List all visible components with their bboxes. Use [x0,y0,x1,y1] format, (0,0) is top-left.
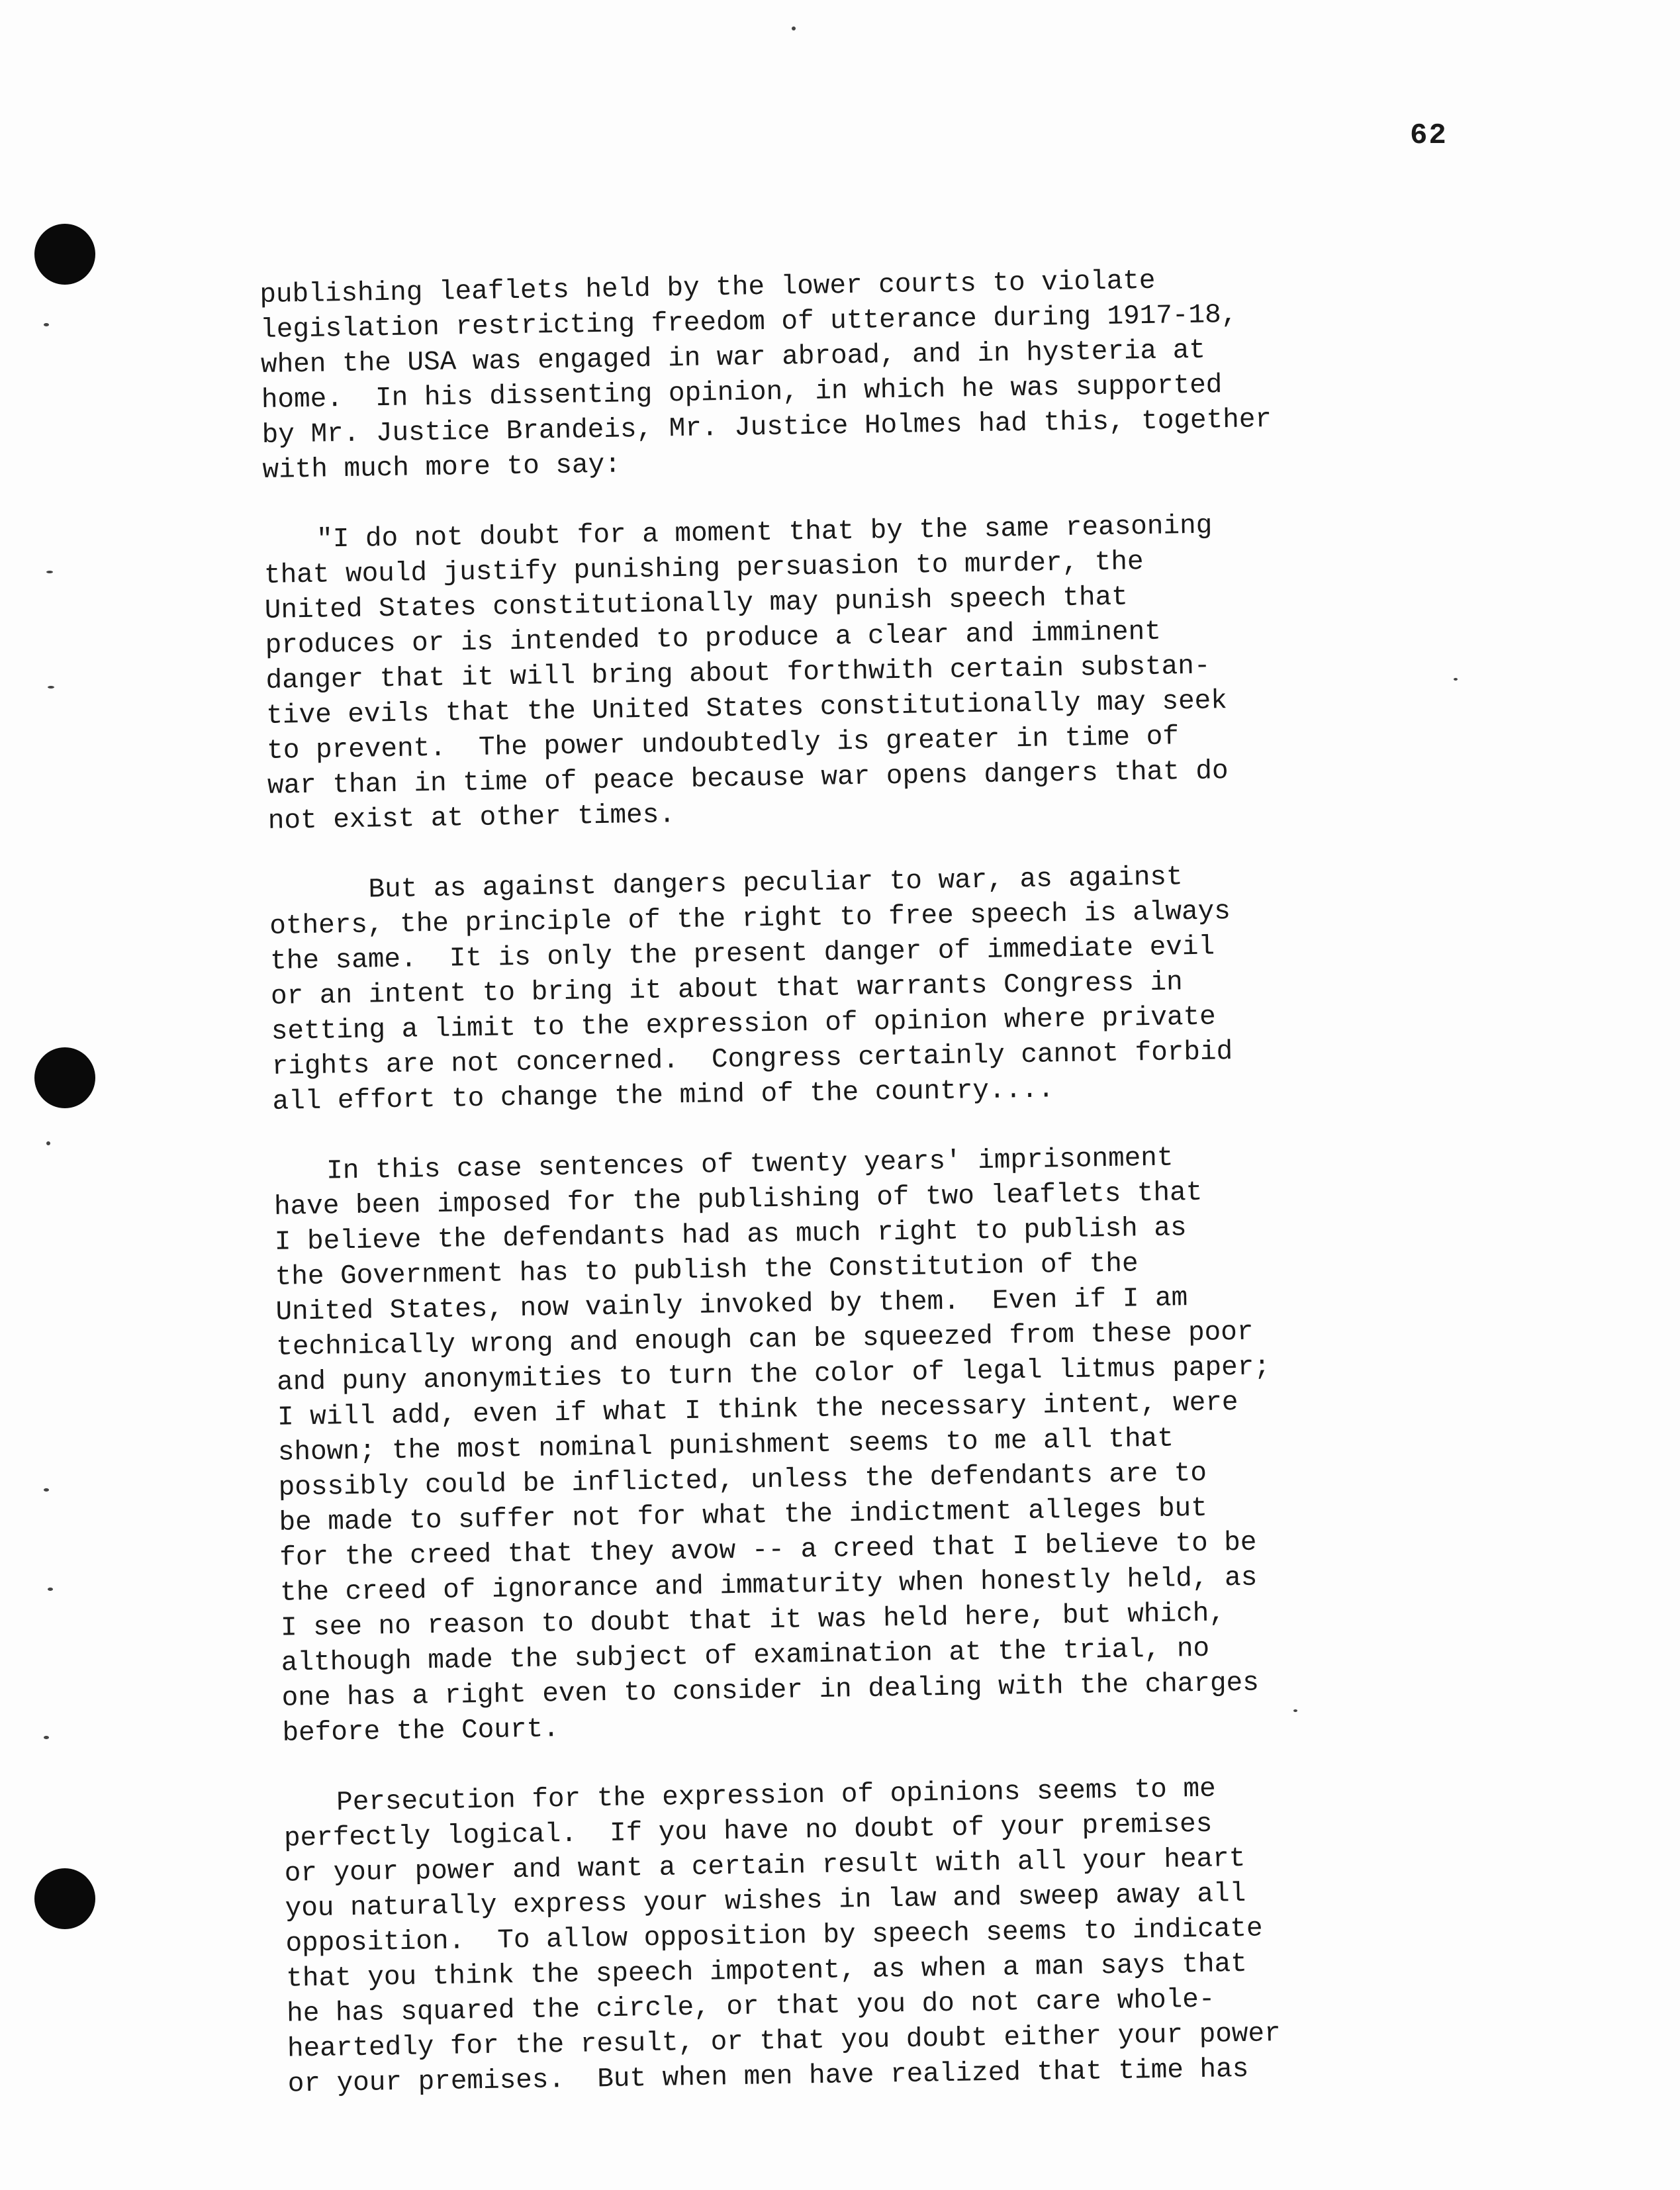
text-line: when the USA was engaged in war abroad, and in hysteria at [260,335,1206,381]
text-line: not exist at other times. [267,800,676,837]
text-line: you naturally express your wishes in law and sweep away all [285,1878,1246,1925]
scan-speck [44,1736,49,1739]
paragraph-quote-4 [283,1770,1347,2103]
text-line: all effort to change the mind of the country.... [272,1074,1054,1118]
text-line: publishing leaflets held by the lower courts to violate [259,265,1156,310]
text-line: one has a right even to consider in dealing with the charges [281,1668,1260,1714]
text-line: be made to suffer not for what the indictment alleges but [279,1493,1208,1539]
text-line: I believe the defendants had as much right to publish as [274,1213,1187,1258]
paragraph-intro [259,262,1322,489]
scan-speck [48,686,54,689]
text-line: that would justify punishing persuasion to murder, the [263,547,1144,591]
text-line: by Mr. Justice Brandeis, Mr. Justice Holmes had this, together [261,405,1272,451]
text-line: the creed of ignorance and immaturity when honestly held, as [279,1562,1258,1609]
text-line: the same. It is only the present danger of immediate evil [269,931,1215,977]
punch-hole-middle [34,1047,95,1108]
text-line: the Government has to publish the Constitution of the [275,1249,1139,1293]
text-line: perfectly logical. If you have no doubt of your premises [283,1809,1213,1854]
text-line: legislation restricting freedom of utterance during 1917-18, [259,299,1238,346]
text-line: or your power and want a certain result with all your heart [284,1843,1246,1889]
text-line: to prevent. The power undoubtedly is greater in time of [266,722,1180,767]
text-line: home. In his dissenting opinion, in which he was supported [261,370,1223,416]
document-body [259,262,1348,2138]
text-line: he has squared the circle, or that you do not care whole- [286,1984,1215,2030]
scan-speck [1454,678,1458,681]
text-line: "I do not doubt for a moment that by the same reasoning [316,510,1213,555]
text-line: and puny anonymities to turn the color of legal litmus paper; [276,1352,1271,1398]
punch-hole-top [34,224,95,285]
text-line: war than in time of peace because war opens dangers that do [267,756,1229,802]
text-line: But as against dangers peculiar to war, as against [368,862,1183,906]
text-line: setting a limit to the expression of opinion where private [271,1002,1217,1047]
text-line: or your premises. But when men have realized that time has [287,2054,1249,2100]
paragraph-quote-1 [263,507,1327,839]
paragraph-quote-3 [273,1139,1342,1752]
text-line: for the creed that they avow -- a creed that I believe to be [279,1527,1257,1574]
text-line: Persecution for the expression of opinions seems to me [336,1774,1217,1819]
paragraph-quote-2 [269,858,1332,1120]
text-line: with much more to say: [262,450,622,486]
scan-speck [44,1488,49,1492]
text-line: danger that it will bring about forthwith certain substan- [265,651,1211,696]
text-line: I will add, even if what I think the necessary intent, were [277,1387,1238,1433]
scan-speck [46,571,53,573]
text-line: United States, now vainly invoked by them. Even if I am [275,1283,1188,1328]
text-line: that you think the speech impotent, as when a man says that [286,1948,1248,1995]
text-line: United States constitutionally may punish speech that [264,582,1129,626]
page-number: 62 [1410,119,1448,152]
text-line: others, the principle of the right to free speech is always [269,896,1231,942]
text-line: although made the subject of examination at the trial, no [281,1633,1210,1679]
text-line: before the Court. [282,1714,560,1749]
text-line: or an intent to bring it about that warrants Congress in [270,967,1184,1012]
punch-hole-bottom [34,1868,95,1929]
text-line: In this case sentences of twenty years' imprisonment [326,1143,1174,1187]
text-line: shown; the most nominal punishment seems to me all that [277,1423,1174,1468]
scan-speck [46,1141,50,1145]
text-line: rights are not concerned. Congress certainly cannot forbid [271,1037,1233,1082]
text-line: possibly could be inflicted, unless the defendants are to [278,1458,1207,1503]
text-line: tive evils that the United States constitutionally may seek [266,686,1228,732]
scan-speck [792,26,796,30]
text-line: produces or is intended to produce a clear and imminent [265,616,1162,661]
scan-speck [44,323,49,326]
text-line: I see no reason to doubt that it was held here, but which, [280,1598,1226,1644]
text-line: opposition. To allow opposition by speech seems to indicate [285,1913,1263,1960]
text-line: technically wrong and enough can be squeezed from these poor [276,1317,1254,1363]
scan-speck [48,1588,53,1591]
text-line: heartedly for the result, or that you doubt either your power [287,2019,1282,2065]
text-line: have been imposed for the publishing of two leaflets that [273,1177,1203,1223]
